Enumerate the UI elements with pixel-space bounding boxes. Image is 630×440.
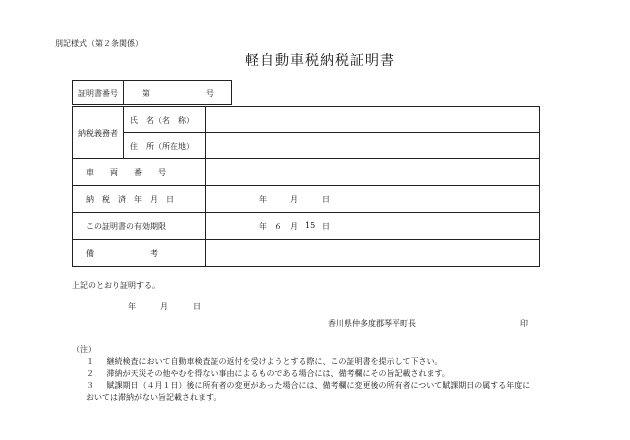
address-label: 住 所（所在地） <box>130 142 194 151</box>
certify-statement: 上記のとおり証明する。 <box>72 281 160 290</box>
issuer-name: 香川県仲多度郡琴平町長 <box>328 319 416 328</box>
paid-day: 日 <box>322 195 330 204</box>
remarks-label: 備 考 <box>86 249 158 258</box>
seal-mark: 印 <box>520 319 528 328</box>
name-label: 氏 名（名 称） <box>130 116 194 125</box>
cert-number-suffix: 号 <box>206 89 214 98</box>
validity-day-number: 15 <box>305 221 316 230</box>
cert-number-label: 証明書番号 <box>78 89 118 98</box>
validity-label: この証明書の有効期限 <box>86 222 166 231</box>
notes-heading: （注） <box>72 345 96 354</box>
certify-year: 年 <box>128 302 136 311</box>
validity-month: 月 <box>290 222 298 231</box>
validity-year: 年 <box>259 222 267 231</box>
form-label: 別記様式（第２条関係） <box>55 39 143 48</box>
certify-day: 日 <box>193 302 201 311</box>
note-text: 継続検査において自動車検査証の返付を受けようとする際に、この証明書を提示して下さい。 <box>106 357 443 366</box>
note-item <box>72 356 572 368</box>
note-text: 賦課期日（４月１日）後に所有者の変更があった場合には、備考欄に変更後の所有者について賦課期日の属する年度に <box>106 381 531 390</box>
note-item <box>72 380 572 392</box>
note-number: ３ <box>86 381 94 390</box>
page-title: 軽自動車税納税証明書 <box>245 53 395 69</box>
validity-month-number: ６ <box>274 222 282 231</box>
note-number: ２ <box>86 369 94 378</box>
paid-year: 年 <box>259 195 267 204</box>
cert-number-prefix: 第 <box>142 89 150 98</box>
note-number: １ <box>86 357 94 366</box>
note-text: 滞納が天災その他やむを得ない事由によるものである場合には、備考欄にその旨記載されます。 <box>106 369 450 378</box>
vehicle-label: 車 両 番 号 <box>86 168 166 177</box>
notes-section <box>72 344 572 404</box>
note-continuation: おいては滞納がない旨記載されます。 <box>86 393 222 402</box>
paid-date-label: 納 税 済 年 月 日 <box>86 195 174 204</box>
validity-day: 日 <box>322 222 330 231</box>
certify-month: 月 <box>160 302 168 311</box>
paid-month: 月 <box>290 195 298 204</box>
note-item <box>72 368 572 380</box>
taxpayer-label: 納税義務者 <box>78 129 118 138</box>
